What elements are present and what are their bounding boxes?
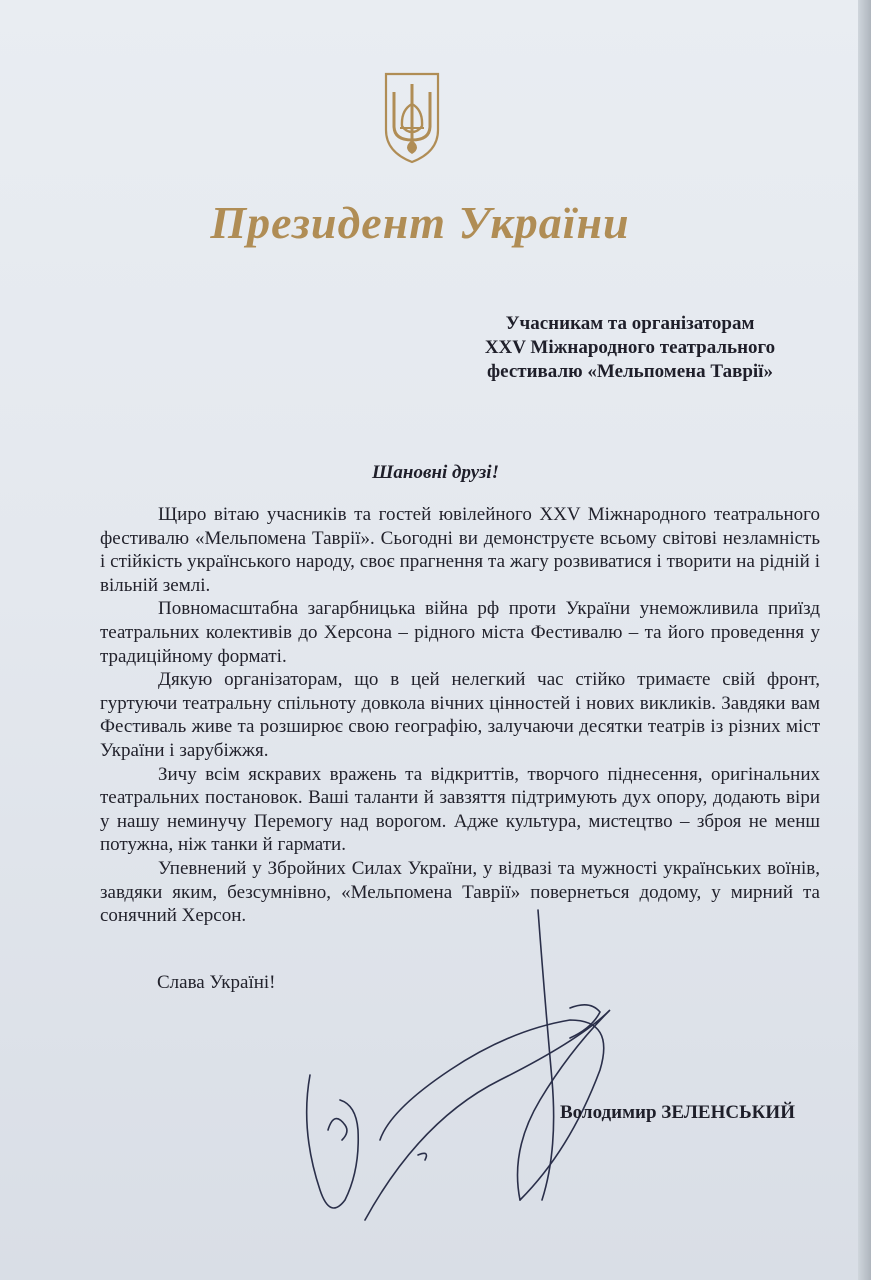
paragraph: Щиро вітаю учасників та гостей ювілейного XXV Міжнародного театрального фестивалю «Мельпомена Таврії». Сьогодні ви демонструєте всьому світові незламність і стійкість українського народу, своє прагнення та жагу розвиватися і творити на рідній і вільній землі.	[100, 504, 820, 596]
letter-body	[100, 503, 820, 928]
address-block	[420, 312, 840, 384]
handwritten-signature	[270, 900, 710, 1240]
address-line: фестивалю «Мельпомена Таврії»	[487, 361, 773, 382]
signer-name: Володимир ЗЕЛЕНСЬКИЙ	[560, 1102, 795, 1123]
paragraph: Упевнений у Збройних Силах України, у відвазі та мужності українських воїнів, завдяки яким, безсумнівно, «Мельпомена Таврії» повернеться додому, у мирний та сонячний Херсон.	[100, 857, 820, 927]
paragraph: Дякую організаторам, що в цей нелегкий час стійко тримаєте свій фронт, гуртуючи театральну спільноту довкола вічних цінностей і нових викликів. Завдяки вам Фестиваль живе та розширює свою географію, залучаючи десятки театрів із різних міст України і зарубіжжя.	[100, 669, 820, 761]
greeting: Шановні друзі!	[372, 462, 499, 483]
address-line: XXV Міжнародного театрального	[484, 337, 776, 358]
letterhead-title: Президент України	[210, 197, 630, 248]
paragraph: Зичу всім яскравих вражень та відкриттів, творчого піднесення, оригінальних театральних постановок. Ваші таланти й завзяття підтримують дух опору, додають віри у нашу неминучу Перемогу над ворогом. Адже культура, мистецтво – зброя не менш потужна, ніж танки й гармати.	[100, 763, 820, 856]
closing-phrase: Слава Україні!	[157, 972, 276, 993]
tryzub-coat-of-arms-icon	[380, 70, 444, 166]
page-edge	[858, 0, 871, 1280]
address-line: Учасникам та організаторам	[505, 313, 755, 334]
paragraph: Повномасштабна загарбницька війна рф проти України унеможливила приїзд театральних колективів до Херсона – рідного міста Фестивалю – та його проведення у традиційному форматі.	[100, 598, 820, 667]
